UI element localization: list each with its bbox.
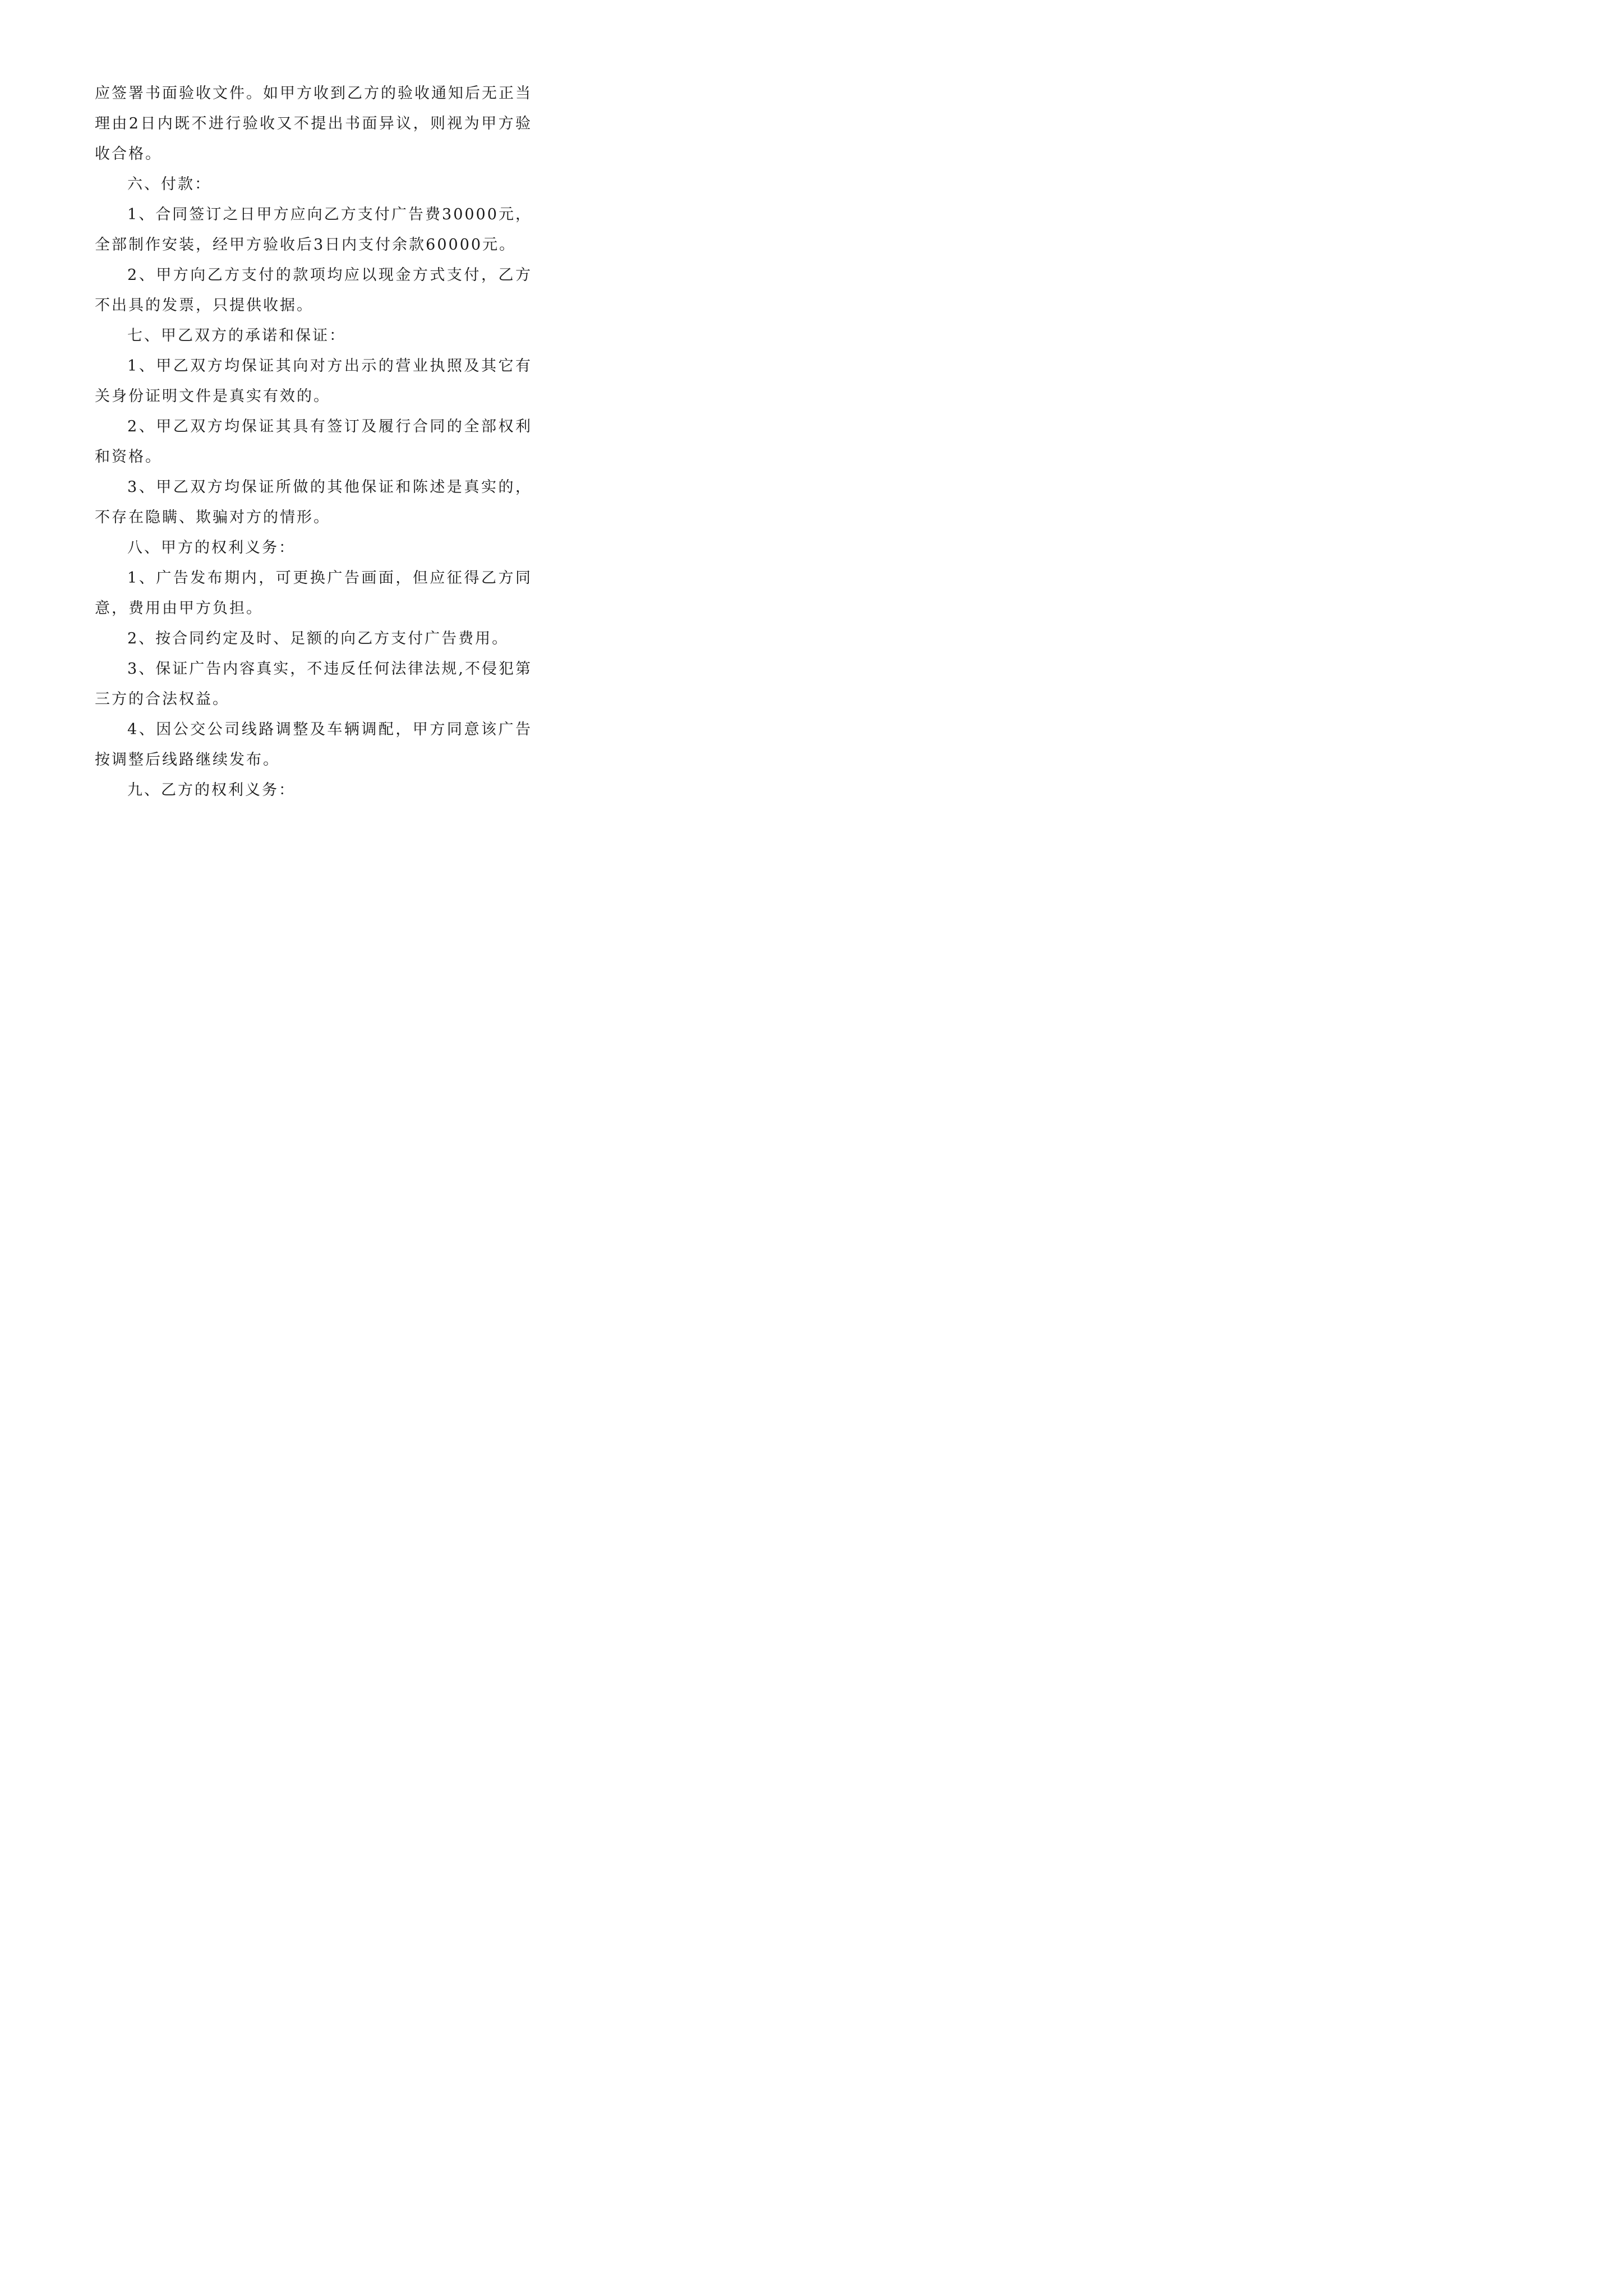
party-a-clause-1: 1、广告发布期内，可更换广告画面，但应征得乙方同意，费用由甲方负担。 xyxy=(95,569,532,617)
document-page xyxy=(0,0,628,889)
payment-clause-1: 1、合同签订之日甲方应向乙方支付广告费30000元，全部制作安装，经甲方验收后3日内支付余款60000元。 xyxy=(95,206,532,254)
document-body xyxy=(95,79,532,806)
commitment-clause-2: 2、甲乙双方均保证其具有签订及履行合同的全部权利和资格。 xyxy=(95,418,532,466)
party-a-clause-3: 3、保证广告内容真实，不违反任何法律法规,不侵犯第三方的合法权益。 xyxy=(95,660,532,708)
party-a-clause-2: 2、按合同约定及时、足额的向乙方支付广告费用。 xyxy=(127,630,509,647)
section-heading-payment: 六、付款： xyxy=(127,176,211,193)
section-heading-party-a-rights: 八、甲方的权利义务： xyxy=(127,539,296,556)
payment-clause-2: 2、甲方向乙方支付的款项均应以现金方式支付，乙方不出具的发票，只提供收据。 xyxy=(95,266,532,314)
section-heading-party-b-rights: 九、乙方的权利义务： xyxy=(127,781,296,799)
commitment-clause-3: 3、甲乙双方均保证所做的其他保证和陈述是真实的，不存在隐瞒、欺骗对方的情形。 xyxy=(95,478,532,526)
section-heading-commitments: 七、甲乙双方的承诺和保证： xyxy=(127,327,346,344)
paragraph-acceptance-continued: 应签署书面验收文件。如甲方收到乙方的验收通知后无正当理由2日内既不进行验收又不提出书面异议，则视为甲方验收合格。 xyxy=(95,85,532,163)
party-a-clause-4: 4、因公交公司线路调整及车辆调配，甲方同意该广告按调整后线路继续发布。 xyxy=(95,721,532,769)
commitment-clause-1: 1、甲乙双方均保证其向对方出示的营业执照及其它有关身份证明文件是真实有效的。 xyxy=(95,357,532,405)
